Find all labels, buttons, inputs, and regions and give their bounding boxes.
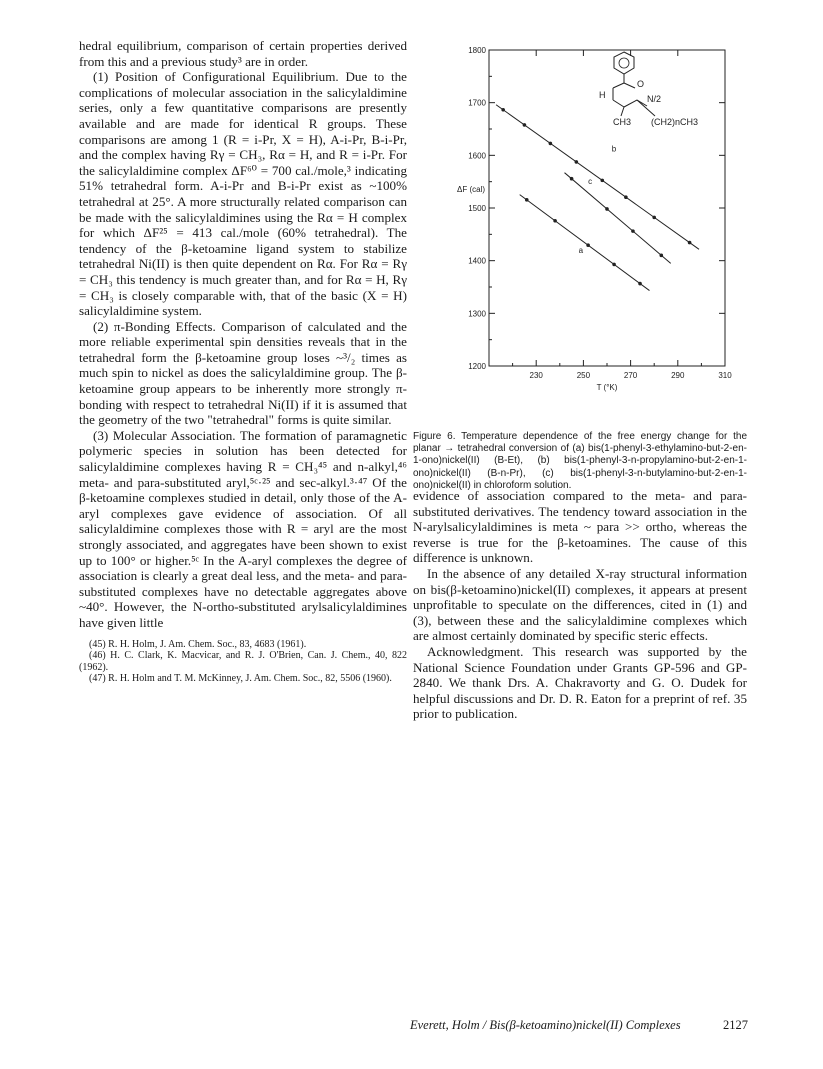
figure-6	[413, 38, 747, 430]
body-paragraph: hedral equilibrium, comparison of certain properties derived from this and a previous study³ are in order.	[79, 38, 407, 69]
series-label-a: a	[578, 245, 584, 255]
data-point-b	[586, 243, 590, 247]
references	[79, 639, 407, 685]
aromatic-circle-icon	[619, 58, 629, 68]
page-footer	[410, 1018, 748, 1033]
page-number: 2127	[723, 1018, 748, 1032]
y-axis-label: ΔF (cal)	[456, 185, 485, 195]
series-line-b	[520, 195, 650, 291]
phenyl-ring-icon	[614, 52, 634, 74]
data-point-c	[659, 254, 663, 258]
x-tick-label: 250	[576, 371, 591, 380]
reference-item: (46) H. C. Clark, K. Macvicar, and R. J. O'Brien, Can. J. Chem., 40, 822 (1962).	[79, 650, 407, 673]
data-point-c	[605, 207, 609, 211]
body-paragraph: Acknowledgment. This research was supported by the National Science Foundation under Grants GP-596 and GP-2840. We thank Drs. A. Chakravorty and G. O. Dudek for helpful discussions and Dr. D. R. Eaton for a preprint of ref. 35 prior to publication.	[413, 643, 747, 722]
body-paragraph: (2) π-Bonding Effects. Comparison of calculated and the more reliable experimental spin densities reveals that in the tetrahedral form the β-ketoamine group loses ~³/₂ times as much spin to nickel as does the salicylaldimine group. The β-ketoamine group appears to be inherently more strongly π-bonding with respect to tetrahedral Ni(II) if it is assumed that the geometry of the two "tetrahedral" forms is quite similar.	[79, 318, 407, 428]
y-tick-label: 1200	[468, 362, 486, 371]
data-point-a	[600, 179, 604, 183]
left-column	[79, 38, 407, 685]
x-tick-label: 310	[718, 371, 732, 380]
data-point-c	[570, 177, 574, 181]
x-tick-label: 290	[671, 371, 685, 380]
body-paragraph: evidence of association compared to the meta- and para-substituted derivatives. The tendency toward association in the N-arylsalicylaldimines is meta ~ para >> ortho, whereas the reverse is true for the β-ketoamines. The cause of this difference is unknown.	[413, 488, 747, 566]
data-point-b	[525, 198, 529, 202]
data-point-a	[624, 195, 628, 199]
y-tick-label: 1500	[468, 204, 486, 213]
y-tick-label: 1700	[468, 98, 486, 108]
reference-item: (45) R. H. Holm, J. Am. Chem. Soc., 83, 4683 (1961).	[89, 638, 307, 650]
y-tick-label: 1800	[468, 46, 486, 55]
data-point-a	[688, 241, 692, 245]
y-tick-label: 1400	[468, 256, 486, 266]
data-point-a	[652, 216, 656, 220]
structure-label: H	[599, 90, 606, 100]
x-tick-label: 270	[623, 371, 638, 380]
free-energy-chart	[413, 38, 747, 430]
series-label-c: c	[588, 176, 593, 186]
data-point-c	[631, 229, 635, 233]
structure-label: N/2	[647, 94, 662, 104]
data-point-b	[612, 263, 616, 267]
reference-item: (47) R. H. Holm and T. M. McKinney, J. Am. Chem. Soc., 82, 5506 (1960).	[89, 673, 392, 685]
chart-axes	[457, 46, 732, 392]
series-label-b: b	[611, 144, 617, 154]
structure-label: (CH2)nCH3	[651, 117, 699, 127]
right-column	[413, 488, 747, 722]
structure-label: CH3	[613, 117, 632, 127]
structure-label: O	[637, 79, 645, 89]
chart-labels	[579, 145, 617, 255]
y-tick-label: 1600	[468, 151, 486, 161]
data-point-a	[575, 160, 579, 164]
data-point-b	[638, 282, 642, 286]
data-point-a	[501, 108, 505, 112]
chemical-structure-inset	[599, 52, 698, 127]
body-paragraph: (1) Position of Configurational Equilibrium. Due to the complications of molecular association in the salicylaldimine series, only a few quantitative comparisons are presently available and are made for identical R groups. These comparisons are among 1 (R = i-Pr, X = H), A-i-Pr, B-i-Pr, and the complex having Rγ = CH₃, Rα = H, and R = i-Pr. For the salicylaldimine complex ΔF⁶⁰ = 700 cal./mole,³ indicating 51% tetrahedral form. A-i-Pr and B-i-Pr exist as ~100% tetrahedral at 25°. A more structurally related comparison can be made with the salicylaldimines using the Rα = H complex for which ΔF²⁵ = 413 cal./mole (60% tetrahedral). The tendency of the β-ketoamine ligand system to stabilize tetrahedral Ni(II) is then quite dependent on Rα. For Rα = Rγ = CH₃ this tendency is much greater than, and for Rα = H, Rγ = CH₃ is closely comparable with, that of the basic (X = H) salicylaldimine system.	[79, 69, 407, 319]
data-point-b	[553, 219, 557, 223]
x-tick-label: 230	[529, 371, 543, 380]
body-paragraph: In the absence of any detailed X-ray structural information on bis(β-ketoamino)nickel(II) complexes, it appears at present unprofitable to speculate on the differences, cited in (1) and (3), between these and the salicylaldimine complexes which are almost certainly dominated by specific steric effects.	[413, 565, 747, 644]
body-paragraph: (3) Molecular Association. The formation of paramagnetic polymeric species in solution has been detected for salicylaldimine complexes having R = CH₃⁴⁵ and n-alkyl,⁴⁶ meta- and para-substituted aryl,⁵ᶜ·²⁵ and sec-alkyl.³·⁴⁷ Of the β-ketoamine complexes studied in detail, only those of the A-aryl complexes gave evidence of association. Of all salicylaldimine complexes those with R = aryl are the most strongly associated, and aggregates have been shown to exist up to 100° or higher.⁵ᶜ In the A-aryl complexes the degree of association is clearly a great deal less, and the meta- and para-substituted complexes have no detectable aggregates above ~40°. However, the N-ortho-substituted arylsalicylaldimines have given little	[79, 427, 407, 630]
figure-caption: Figure 6. Temperature dependence of the free energy change for the planar → tetrahedral conversion of (a) bis(1-phenyl-3-ethylamino-but-2-en-1-ono)nickel(II) (B-Et), (b) bis(1-phenyl-3-n-propylamino-but-2-en-1-ono)nickel(II) (B-n-Pr), (c) bis(1-phenyl-3-n-butylamino-but-2-en-1-ono)nickel(II) in chloroform solution.	[413, 431, 747, 491]
y-tick-label: 1300	[468, 309, 486, 319]
data-point-a	[549, 142, 553, 146]
x-axis-label: T (°K)	[596, 383, 618, 392]
data-point-a	[523, 123, 527, 127]
running-title: Everett, Holm / Bis(β-ketoamino)nickel(II) Complexes	[410, 1018, 681, 1032]
chart-series	[496, 105, 699, 291]
